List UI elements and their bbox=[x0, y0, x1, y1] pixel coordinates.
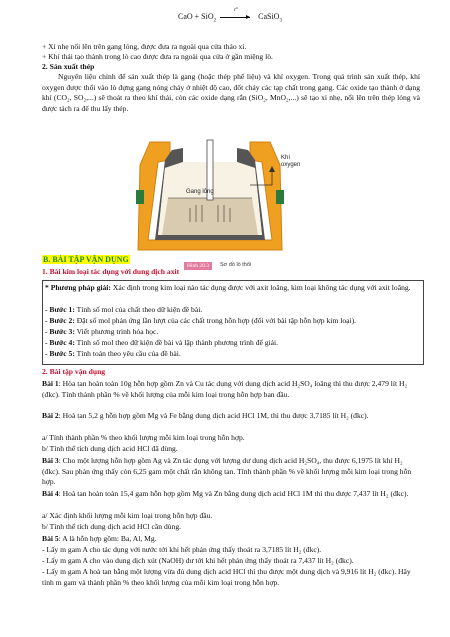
exercise-label: Bài 2 bbox=[42, 411, 59, 420]
steel-heading: 2. Sản xuất thép bbox=[42, 62, 95, 71]
method-intro bbox=[45, 283, 420, 293]
method-step-4 bbox=[45, 338, 420, 347]
section-b-heading: B. BÀI TẬP VẬN DỤNG bbox=[43, 255, 129, 264]
exercise-2 bbox=[42, 411, 420, 422]
trunnion-right bbox=[276, 190, 284, 204]
oxygen-label bbox=[281, 155, 300, 169]
oxygen-label-line-2: oxygen bbox=[281, 162, 301, 168]
exercise-4a: a/ Xác định khối lượng mỗi kim loại trong hỗn hợp đầu. bbox=[42, 511, 213, 520]
step-text: Tính toán theo yêu cầu của đề bài. bbox=[76, 349, 181, 358]
exercise-2a: a/ Tính thành phần % theo khối lượng mỗi kim loại trong hỗn hợp. bbox=[42, 433, 245, 442]
trunnion-left bbox=[136, 190, 144, 204]
method-step-2 bbox=[45, 316, 420, 325]
exercise-5 bbox=[42, 534, 420, 543]
exercise-text: : Hoà tan 5,2 g hỗn hợp gồm Mg và Fe bằng dung dịch acid HCl 1M, thì thu được 3,7185 lít H₂ (đkc). bbox=[58, 411, 369, 420]
step-label: - Bước 2: bbox=[45, 316, 75, 325]
exercise-label: Bài 5 bbox=[42, 534, 59, 543]
equation-right: CaSiO bbox=[258, 12, 280, 21]
exercise-4b: b/ Tính thể tích dung dịch acid HCl cần dùng. bbox=[42, 522, 182, 531]
intro-line-2: + Khí thải tạo thành trong lò cao được đưa ra ngoài qua cửa ở gần miệng lò. bbox=[42, 52, 273, 61]
equation-right-sub: 3 bbox=[279, 18, 282, 24]
exercise-label: Bài 3 bbox=[42, 456, 59, 465]
method-step-1 bbox=[45, 305, 420, 314]
subsection-1-heading: 1. Bài kim loại tác dụng với dung dịch axit bbox=[42, 267, 180, 276]
exercise-label: Bài 1 bbox=[42, 379, 59, 388]
intro-line-1: + Xỉ nhẹ nổi lên trên gang lỏng, được đưa ra ngoài qua cửa tháo xỉ. bbox=[42, 42, 247, 51]
exercise-text: : Hòa tan hoàn toàn 10g hỗn hợp gồm Zn và Cu tác dụng với dung dịch acid H₂SO₄ loãng thì thu được 2,479 lít H₂ (đkc). Tính thành phần % về khối lượng của mỗi kim loại trong hỗn hợp ban đầu. bbox=[42, 379, 408, 399]
exercise-5-line-3: - Lấy m gam A hoà tan bằng một lượng vừa đủ dung dịch acid HCl thì thu được một dung dịch và 9,916 lít H₂ (đkc). Hãy tính m gam và thành phần % theo khối lượng của mỗi kim loại trong hỗn hợp. bbox=[42, 567, 411, 587]
figure-caption-tag: Hình 20.3 bbox=[184, 262, 212, 270]
exercise-1 bbox=[42, 379, 420, 400]
figure-caption-text: Sơ đồ lò thổi bbox=[220, 262, 252, 268]
exercise-text: : Hoà tan hoàn toàn 15,4 gam hỗn hợp gồm Mg và Zn bằng dung dịch acid HCl 1M thì thu được 7,437 lít H₂ (đkc). bbox=[58, 489, 409, 498]
molten-metal bbox=[162, 198, 258, 235]
step-text: Tính số mol của chất theo dữ kiện đề bài. bbox=[76, 305, 203, 314]
step-text: Tính số mol theo dữ kiện đề bài và lập thành phương trình để giải. bbox=[76, 338, 279, 347]
exercise-2b: b/ Tính thể tích dung dịch acid HCl đã dùng. bbox=[42, 444, 178, 453]
steel-paragraph: Nguyên liệu chính để sản xuất thép là gang (hoặc thép phế liệu) và khí oxygen. Trong quá trình sản xuất thép, khí oxygen được thổi vào lò đựng gang nóng chảy ở nhiệt độ cao, đốt cháy các tạp chất trong gang. Các oxide tạo thành ở dạng khí (CO₂, SO₂,...) sẽ thoát ra theo khí thải, còn các oxide dạng rắn (SiO₂, MnO₂,...) sẽ tạo xỉ nhẹ, nổi lên trên thép lỏng và được tách ra để thu lấy thép. bbox=[42, 72, 420, 113]
step-text: Đặt số mol phản ứng lần lượt của các chất trong hỗn hợp (đối với bài tập hỗn hợp kim loại). bbox=[76, 316, 357, 325]
subsection-2-heading: 2. Bài tập vận dụng bbox=[42, 367, 106, 376]
step-label: - Bước 3: bbox=[45, 327, 75, 336]
exercise-label: Bài 4 bbox=[42, 489, 59, 498]
metal-label: Gang lỏng bbox=[186, 189, 214, 195]
method-intro-text: Xác định trong kim loại nào tác dụng được với axit loãng, kim loại không tác dụng với axit loãng. bbox=[112, 283, 411, 292]
exercise-5-line-1: - Lấy m gam A cho tác dụng với nước tới khi hết phản ứng thấy thoát ra 3,7185 lít H₂ (đkc). bbox=[42, 545, 322, 554]
step-text: Viết phương trình hóa học. bbox=[76, 327, 159, 336]
step-label: - Bước 4: bbox=[45, 338, 75, 347]
exercise-3 bbox=[42, 456, 420, 488]
step-label: - Bước 1: bbox=[45, 305, 75, 314]
method-step-5 bbox=[45, 349, 420, 358]
method-step-3 bbox=[45, 327, 420, 336]
exercise-text: : A là hỗn hợp gồm: Ba, Al, Mg. bbox=[58, 534, 157, 543]
step-label: - Bước 5: bbox=[45, 349, 75, 358]
exercise-5-line-2: - Lấy m gam A cho vào dung dịch xút (NaOH) dư tới khi hết phản ứng thấy thoát ra 7,437 lít H₂ (đkc). bbox=[42, 556, 354, 565]
oxygen-label-line-1: Khí bbox=[281, 155, 291, 161]
reaction-condition: t° bbox=[234, 7, 238, 13]
method-title: * Phương pháp giải: bbox=[45, 283, 111, 292]
equation-left: CaO + SiO bbox=[178, 12, 214, 21]
exercise-text: : Cho một lượng hỗn hợp gồm Ag và Zn tác dụng với lượng dư dung dịch acid H₂SO₄, thu được 6,1975 lít khí H₂ (đkc). Sau phản ứng thấy còn 6,25 gam một chất rắn không tan. Tính thành phần % về khối lượng mỗi kim loại trong hỗn hợp. bbox=[42, 456, 412, 486]
equation-left-sub: 2 bbox=[213, 18, 217, 24]
exercise-4 bbox=[42, 489, 420, 500]
